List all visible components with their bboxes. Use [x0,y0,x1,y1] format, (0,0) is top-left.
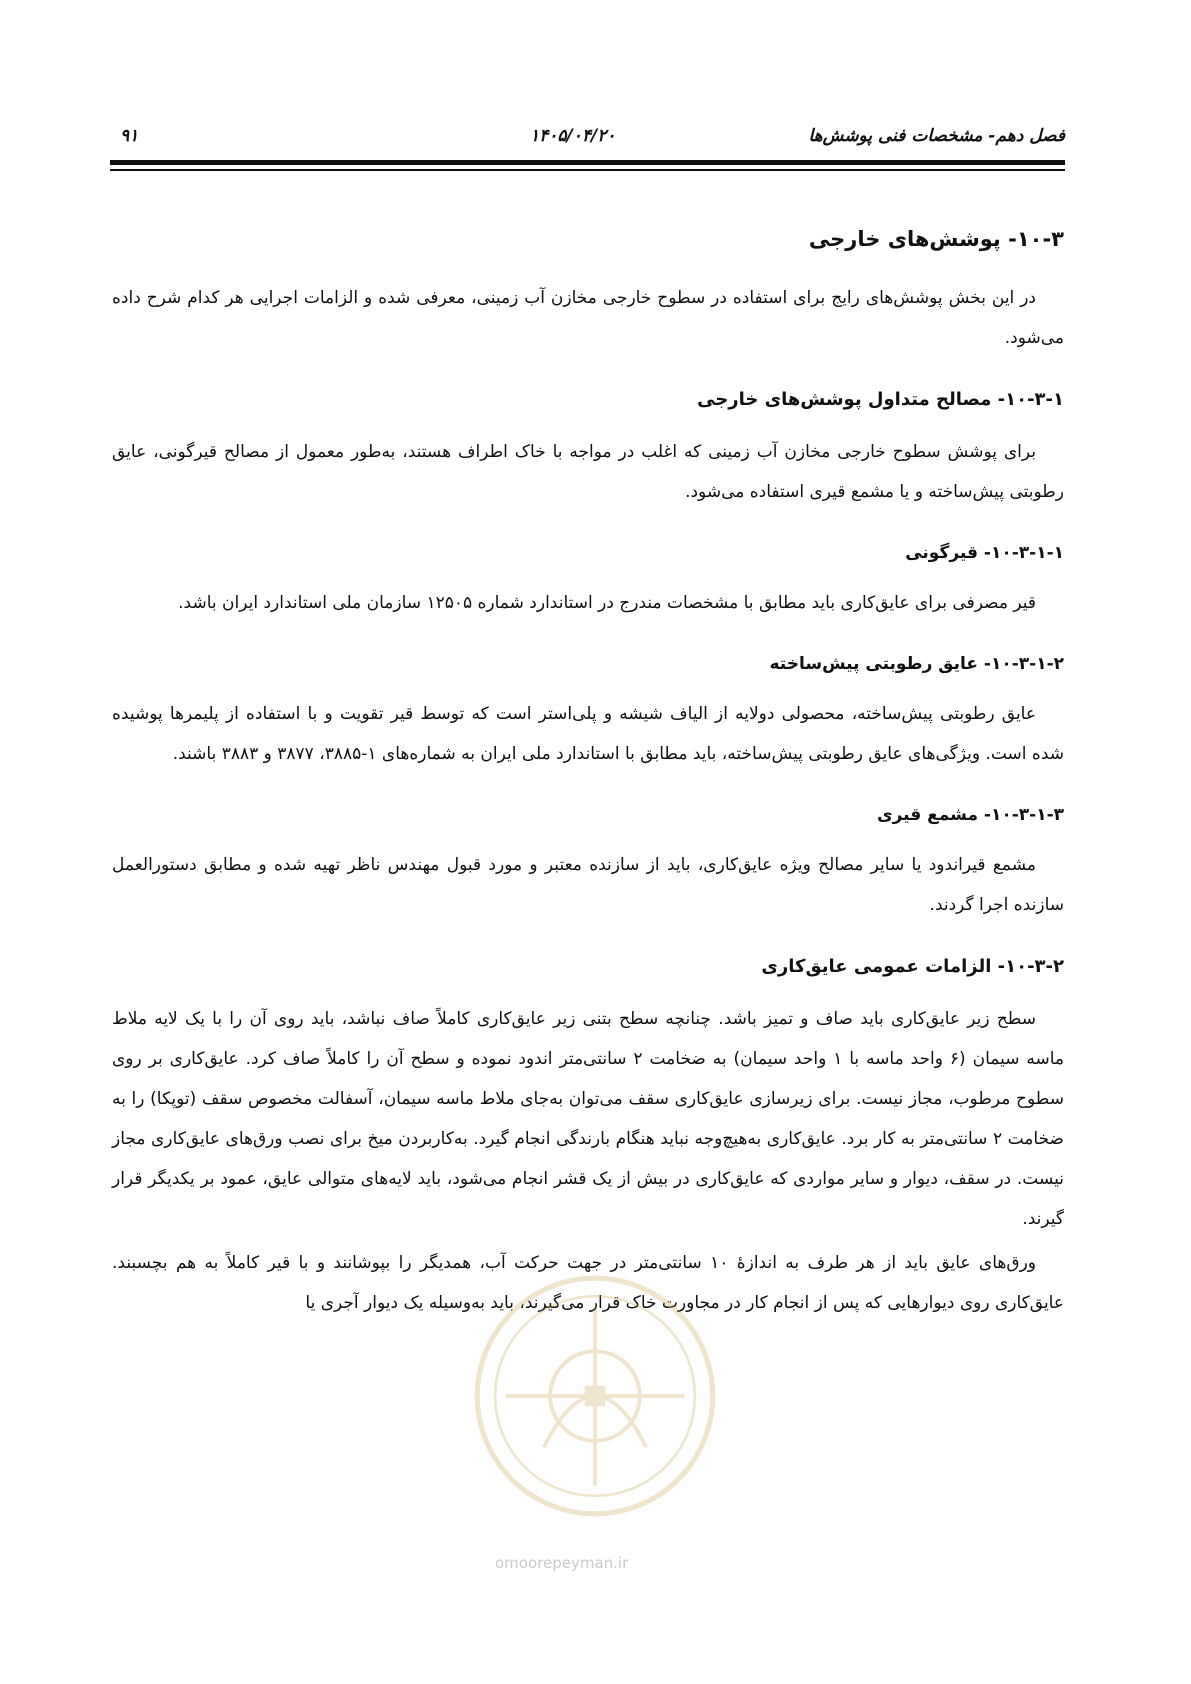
subsection-2-title: ۱۰-۳-۲- الزامات عمومی عایق‌کاری [761,956,1064,977]
item-1-title: ۱۰-۳-۱-۱- قیرگونی [905,543,1064,563]
page-number: ۹۱ [120,126,139,146]
header-rule-thin [110,169,1065,171]
item-3-title: ۱۰-۳-۱-۳- مشمع قیری [877,805,1064,825]
item-2-text: عایق رطوبتی پیش‌ساخته، محصولی دولایه از الیاف شیشه و پلی‌استر است که توسط قیر تقویت و با استفاده از پلیمرها پوشیده شده است. ویژگی‌های عایق رطوبتی پیش‌ساخته، باید مطابق با استاندارد ملی ایران به شماره‌های ۱-۳۸۸۵، ۳۸۷۷ و ۳۸۸۳ باشند. [112,704,1064,764]
watermark-url: omoorepeyman.ir [495,1554,629,1572]
chapter-title: فصل دهم- مشخصات فنی پوشش‌ها [808,126,1065,146]
header-rule-thick [110,160,1065,165]
subsection-2-paragraph-2: ورق‌های عایق باید از هر طرف به اندازهٔ ۱۰ سانتی‌متر در جهت حرکت آب، همدیگر را بپوشانند و با قیر کاملاً به هم بچسبند. عایق‌کاری روی دیوارهایی که پس از انجام کار در مجاورت خاک قرار می‌گیرند، باید به‌وسیله یک دیوار آجری یا [112,1253,1064,1313]
item-2-title: ۱۰-۳-۱-۲- عایق رطوبتی پیش‌ساخته [769,654,1064,674]
subsection-1-text: برای پوشش سطوح خارجی مخازن آب زمینی که اغلب در مواجه با خاک اطراف هستند، به‌طور معمول از مصالح قیرگونی، عایق رطوبتی پیش‌ساخته و یا مشمع قیری استفاده می‌شود. [112,442,1064,502]
subsection-2-paragraph-1: سطح زیر عایق‌کاری باید صاف و تمیز باشد. چنانچه سطح بتنی زیر عایق‌کاری کاملاً صاف نباشد، باید روی آن را با یک لایه ملاط ماسه سیمان (۶ واحد ماسه با ۱ واحد سیمان) به ضخامت ۲ سانتی‌متر اندود نموده و سطح آن را کاملاً صاف کرد. عایق‌کاری بر روی سطوح مرطوب، مجاز نیست. برای زیرسازی عایق‌کاری سقف می‌توان به‌جای ملاط ماسه سیمان، آسفالت مخصوص سقف (توپکا) را به ضخامت ۲ سانتی‌متر به کار برد. عایق‌کاری به‌هیچ‌وجه نباید هنگام بارندگی انجام گیرد. به‌کاربردن میخ برای نصب ورق‌های عایق‌کاری مجاز نیست. در سقف، دیوار و سایر مواردی که عایق‌کاری در بیش از یک قشر انجام می‌شود، باید لایه‌های متوالی عایق، عمود بر یکدیگر قرار گیرند. [112,1009,1065,1229]
header-date: ۱۴۰۵/۰۴/۲۰ [530,126,616,146]
section-title: ۱۰-۳- پوشش‌های خارجی [808,227,1064,251]
subsection-1-title: ۱۰-۳-۱- مصالح متداول پوشش‌های خارجی [697,389,1064,410]
section-intro: در این بخش پوشش‌های رایج برای استفاده در سطوح خارجی مخازن آب زمینی، معرفی شده و الزامات اجرایی هر کدام شرح داده می‌شود. [112,288,1064,348]
item-3-text: مشمع قیراندود یا سایر مصالح ویژه عایق‌کاری، باید از سازنده معتبر و مورد قبول مهندس ناظر تهیه شده و مطابق دستورالعمل سازنده اجرا گردند. [112,855,1064,915]
item-1-text: قیر مصرفی برای عایق‌کاری باید مطابق با مشخصات مندرج در استاندارد شماره ۱۲۵۰۵ سازمان ملی استاندارد ایران باشد. [178,593,1036,613]
page-header [110,126,1065,152]
page-content [112,222,1064,1327]
